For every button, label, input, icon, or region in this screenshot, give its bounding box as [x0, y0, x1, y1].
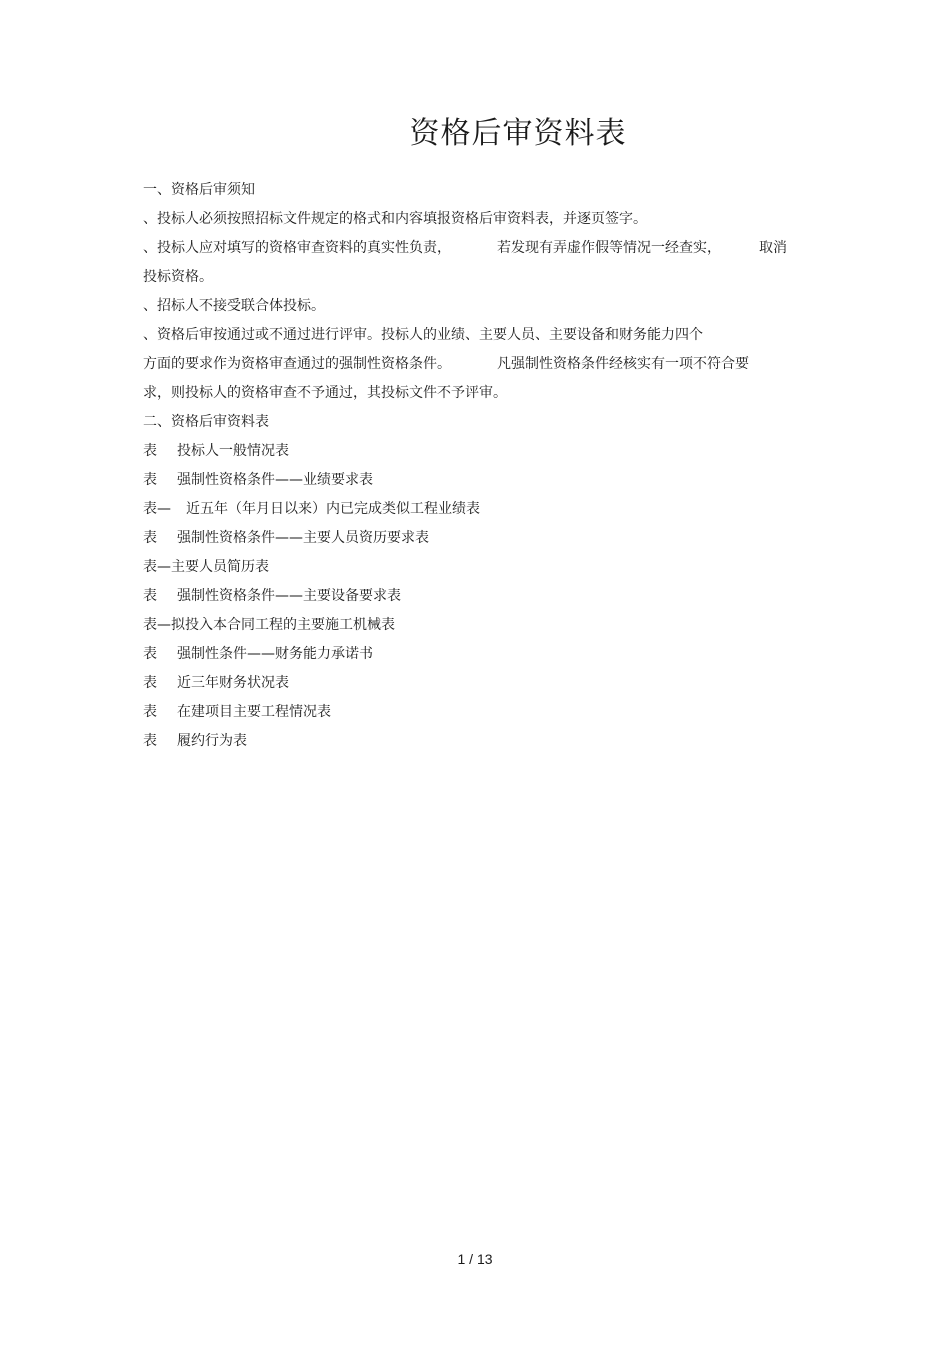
- line-text: 凡强制性资格条件经核实有一项不符合要: [497, 356, 749, 372]
- paragraph-line: [143, 263, 823, 292]
- line-text: 、资格后审按通过或不通过进行评审。投标人的业绩、主要人员、主要设备和财务能力四个: [143, 327, 703, 343]
- line-text: 求，则投标人的资格审查不予通过，其投标文件不予评审。: [143, 385, 507, 401]
- table-list-item: [143, 437, 823, 466]
- table-list-item: [143, 727, 823, 756]
- list-prefix: 表: [143, 704, 157, 720]
- table-list-item: [143, 495, 823, 524]
- list-text: 近五年（年月日以来）内已完成类似工程业绩表: [186, 501, 480, 517]
- list-text: 履约行为表: [177, 733, 247, 749]
- line-text: 投标资格。: [143, 269, 213, 285]
- paragraph-line: [143, 292, 823, 321]
- table-list-item: [143, 466, 823, 495]
- section-heading-1: [143, 176, 823, 205]
- line-text: 若发现有弄虚作假等情况一经查实，: [497, 240, 721, 256]
- list-text: 强制性条件——财务能力承诺书: [177, 646, 373, 662]
- table-list-item: [143, 582, 823, 611]
- document-title: 资格后审资料表: [409, 116, 627, 151]
- list-text: 在建项目主要工程情况表: [177, 704, 331, 720]
- list-prefix: 表: [143, 588, 157, 604]
- paragraph-line: [143, 379, 823, 408]
- list-text: 强制性资格条件——业绩要求表: [177, 472, 373, 488]
- paragraph-line: [143, 205, 823, 234]
- list-text: 表—拟投入本合同工程的主要施工机械表: [143, 617, 395, 633]
- table-list-item: [143, 611, 823, 640]
- list-prefix: 表: [143, 530, 157, 546]
- table-list-item: [143, 669, 823, 698]
- list-prefix: 表—: [143, 501, 171, 517]
- paragraph-line: [143, 234, 823, 263]
- list-prefix: 表: [143, 646, 157, 662]
- list-text: 强制性资格条件——主要人员资历要求表: [177, 530, 429, 546]
- table-list-item: [143, 640, 823, 669]
- page-number: 1 / 13: [457, 1251, 493, 1267]
- list-text: 强制性资格条件——主要设备要求表: [177, 588, 401, 604]
- line-text: 一、资格后审须知: [143, 182, 255, 198]
- section-heading-2: [143, 408, 823, 437]
- list-text: 近三年财务状况表: [177, 675, 289, 691]
- table-list-item: [143, 698, 823, 727]
- line-text: 、投标人必须按照招标文件规定的格式和内容填报资格后审资料表，并逐页签字。: [143, 211, 647, 227]
- list-text: 表—主要人员简历表: [143, 559, 269, 575]
- list-prefix: 表: [143, 733, 157, 749]
- document-body: [143, 176, 823, 756]
- line-text: 、招标人不接受联合体投标。: [143, 298, 325, 314]
- table-list-item: [143, 553, 823, 582]
- line-text: 二、资格后审资料表: [143, 414, 269, 430]
- line-text: 方面的要求作为资格审查通过的强制性资格条件。: [143, 356, 451, 372]
- list-prefix: 表: [143, 675, 157, 691]
- list-prefix: 表: [143, 472, 157, 488]
- line-text: 取消: [759, 240, 787, 256]
- line-text: 、投标人应对填写的资格审查资料的真实性负责，: [143, 240, 451, 256]
- paragraph-line: [143, 350, 823, 379]
- table-list-item: [143, 524, 823, 553]
- list-text: 投标人一般情况表: [177, 443, 289, 459]
- list-prefix: 表: [143, 443, 157, 459]
- paragraph-line: [143, 321, 823, 350]
